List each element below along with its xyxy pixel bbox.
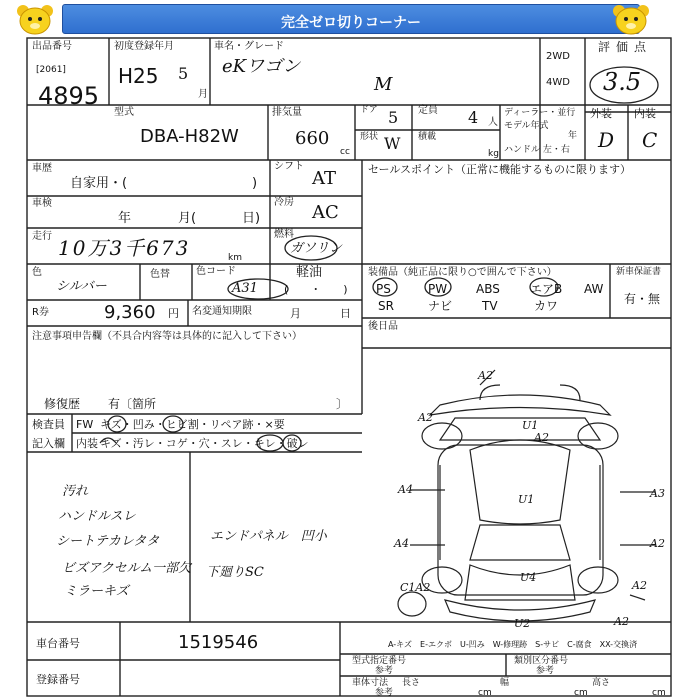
inspector-label-2: 記入欄: [32, 437, 65, 450]
note-1: 汚れ: [62, 484, 89, 499]
damage-mark: U1: [518, 493, 535, 506]
cert-class-label: 類別区分番号: [514, 656, 569, 666]
model-year-label: モデル年式: [504, 121, 549, 131]
interior-label: 内装: [634, 107, 656, 120]
drive-4wd: 4WD: [546, 77, 570, 88]
history-label: 車歴: [32, 163, 52, 174]
repair-history-close: 〕: [336, 397, 349, 411]
dealer-label: ディーラー・並行: [504, 108, 576, 118]
color-code-label: 色コード: [196, 266, 236, 277]
history-value: 自家用・(: [70, 176, 128, 191]
inspection-year: 年: [118, 211, 132, 226]
lot-sub-number: [2061]: [36, 65, 66, 75]
registration-label: 登録番号: [36, 673, 80, 686]
equip-leather: カワ: [534, 299, 559, 313]
shift-value: AT: [312, 168, 337, 189]
recycle-label: R券: [32, 307, 49, 318]
inspection-month: 月(: [178, 211, 197, 226]
height-label: 高さ: [592, 678, 611, 688]
notice-month: 月: [290, 307, 301, 320]
score-label: 評価点: [598, 40, 653, 54]
repair-history-value: 有〔箇所: [108, 397, 157, 411]
equip-pw: PW: [428, 282, 448, 296]
car-name-label: 車名・グレード: [214, 41, 284, 52]
handle-label: ハンドル 左・右: [504, 145, 570, 155]
recycle-value: 9,360: [104, 302, 156, 323]
dimensions-ref: 参考: [375, 688, 394, 698]
car-grade: M: [374, 74, 393, 95]
fuel-other: ( ・ ): [284, 283, 348, 296]
lot-number-label: 出品番号: [32, 41, 72, 52]
shape-value: W: [384, 134, 401, 153]
shift-label: シフト: [274, 161, 304, 172]
ac-label: 冷房: [274, 197, 294, 208]
interior-inspect-text: キズ・汚レ・コゲ・穴・スレ・キレ・破レ: [100, 437, 309, 450]
displacement-value: 660: [295, 128, 330, 149]
fw-text: キズ・凹み・ヒビ割・リペア跡・×要: [100, 418, 285, 431]
cert-ref-2: 参考: [536, 666, 555, 676]
load-label: 積載: [418, 132, 437, 142]
length-cm: cm: [478, 688, 492, 698]
fuel-label: 燃料: [274, 229, 294, 240]
interior-inspect-label: 内装: [76, 437, 98, 450]
damage-mark: U1: [522, 419, 539, 432]
model-label: 型式: [114, 107, 134, 118]
sales-point-label: セールスポイント（正常に機能するものに限ります）: [368, 163, 632, 176]
note-6: エンドパネル 凹小: [210, 529, 327, 544]
interior-grade: C: [642, 128, 658, 152]
color-value: シルバー: [56, 279, 107, 294]
banner-title: 完全ゼロ切りコーナー: [281, 15, 421, 31]
note-4: ビズアクセルム一部欠: [62, 561, 192, 576]
chassis-label: 車台番号: [36, 637, 80, 650]
score-value: 3.5: [603, 68, 642, 96]
damage-mark: A2: [632, 579, 647, 592]
chassis-value: 1519546: [178, 632, 259, 653]
shape-label: 形状: [360, 132, 379, 142]
damage-mark: A2: [614, 615, 629, 628]
color-change-label: 色替: [150, 269, 170, 280]
recycle-unit: 円: [168, 307, 179, 320]
first-registration-label: 初度登録年月: [114, 41, 174, 52]
inspector-label-1: 検査員: [32, 418, 65, 431]
dimensions-label: 車体寸法: [352, 678, 389, 688]
car-name: eKワゴン: [222, 56, 301, 77]
damage-mark: A2: [534, 431, 549, 444]
damage-mark: A2: [478, 369, 493, 382]
mileage-value: 10万3千673: [58, 236, 191, 260]
note-7: 下廻りSC: [206, 565, 264, 580]
history-close: ): [252, 176, 258, 191]
cert-ref: 参考: [375, 666, 394, 676]
equip-airbag: エアB: [530, 282, 563, 296]
equip-abs: ABS: [476, 282, 500, 296]
notice-label: 名変通知期限: [192, 306, 252, 317]
displacement-label: 排気量: [272, 107, 302, 118]
exterior-grade: D: [598, 128, 615, 152]
damage-mark: A4: [398, 483, 413, 496]
inspection-label: 車検: [32, 198, 52, 209]
capacity-value: 4: [468, 108, 479, 127]
displacement-unit: cc: [340, 147, 350, 157]
damage-mark: U2: [514, 617, 531, 630]
year-unit: 年: [568, 131, 578, 141]
doors-label: ドア: [360, 105, 378, 115]
model-value: DBA-H82W: [140, 126, 239, 147]
first-registration-month: 5: [178, 64, 189, 83]
first-registration-year: H25: [118, 64, 159, 88]
drive-2wd: 2WD: [546, 51, 570, 62]
doors-value: 5: [388, 108, 399, 127]
note-2: ハンドルスレ: [58, 509, 136, 524]
capacity-label: 定員: [418, 105, 438, 116]
damage-mark: A3: [650, 487, 665, 500]
height-cm: cm: [652, 688, 666, 698]
load-unit: kg: [488, 149, 499, 159]
lot-number: 4895: [38, 82, 100, 110]
length-label: 長さ: [402, 678, 421, 688]
damage-mark: A2: [650, 537, 665, 550]
repair-history-label: 修復歴: [44, 397, 81, 411]
width-cm: cm: [574, 688, 588, 698]
color-code: A31: [232, 281, 258, 296]
damage-mark: A4: [394, 537, 409, 550]
exterior-label: 外装: [590, 107, 612, 120]
damage-mark: C1A2: [400, 581, 431, 594]
damage-legend: A-キズ E-エクボ U-凹み W-修理跡 S-サビ C-腐食 XX-交換済: [388, 640, 638, 649]
fuel-gasoline: ガソリン: [290, 241, 343, 256]
cert-type-label: 型式指定番号: [352, 656, 407, 666]
warranty-value: 有・無: [624, 292, 661, 306]
fw-label: FW: [76, 418, 94, 431]
declaration-label: 注意事項申告欄（不具合内容等は具体的に記入して下さい）: [32, 331, 302, 342]
capacity-unit: 人: [488, 117, 498, 128]
equip-tv: TV: [482, 299, 498, 313]
month-unit: 月: [198, 89, 208, 100]
notice-day: 日: [340, 307, 351, 320]
color-label: 色: [32, 267, 42, 278]
ac-value: AC: [312, 202, 339, 223]
width-label: 幅: [500, 678, 510, 688]
equip-ps: PS: [376, 282, 391, 296]
damage-mark: U4: [520, 571, 537, 584]
mileage-label: 走行: [32, 231, 52, 242]
equipment-label: 装備品（純正品に限り○で囲んで下さい）: [368, 267, 557, 278]
note-3: シートテカレタタ: [56, 534, 160, 549]
mileage-unit: km: [228, 253, 242, 263]
damage-mark: A2: [418, 411, 433, 424]
aftermarket-label: 後日品: [368, 321, 398, 332]
fuel-diesel: 軽油: [296, 265, 323, 280]
warranty-label: 新車保証書: [616, 267, 662, 277]
equip-sr: SR: [378, 299, 394, 313]
equip-aw: AW: [584, 282, 604, 296]
note-5: ミラーキズ: [64, 584, 129, 599]
inspection-day: 日): [242, 211, 261, 226]
equip-navi: ナビ: [428, 299, 453, 313]
